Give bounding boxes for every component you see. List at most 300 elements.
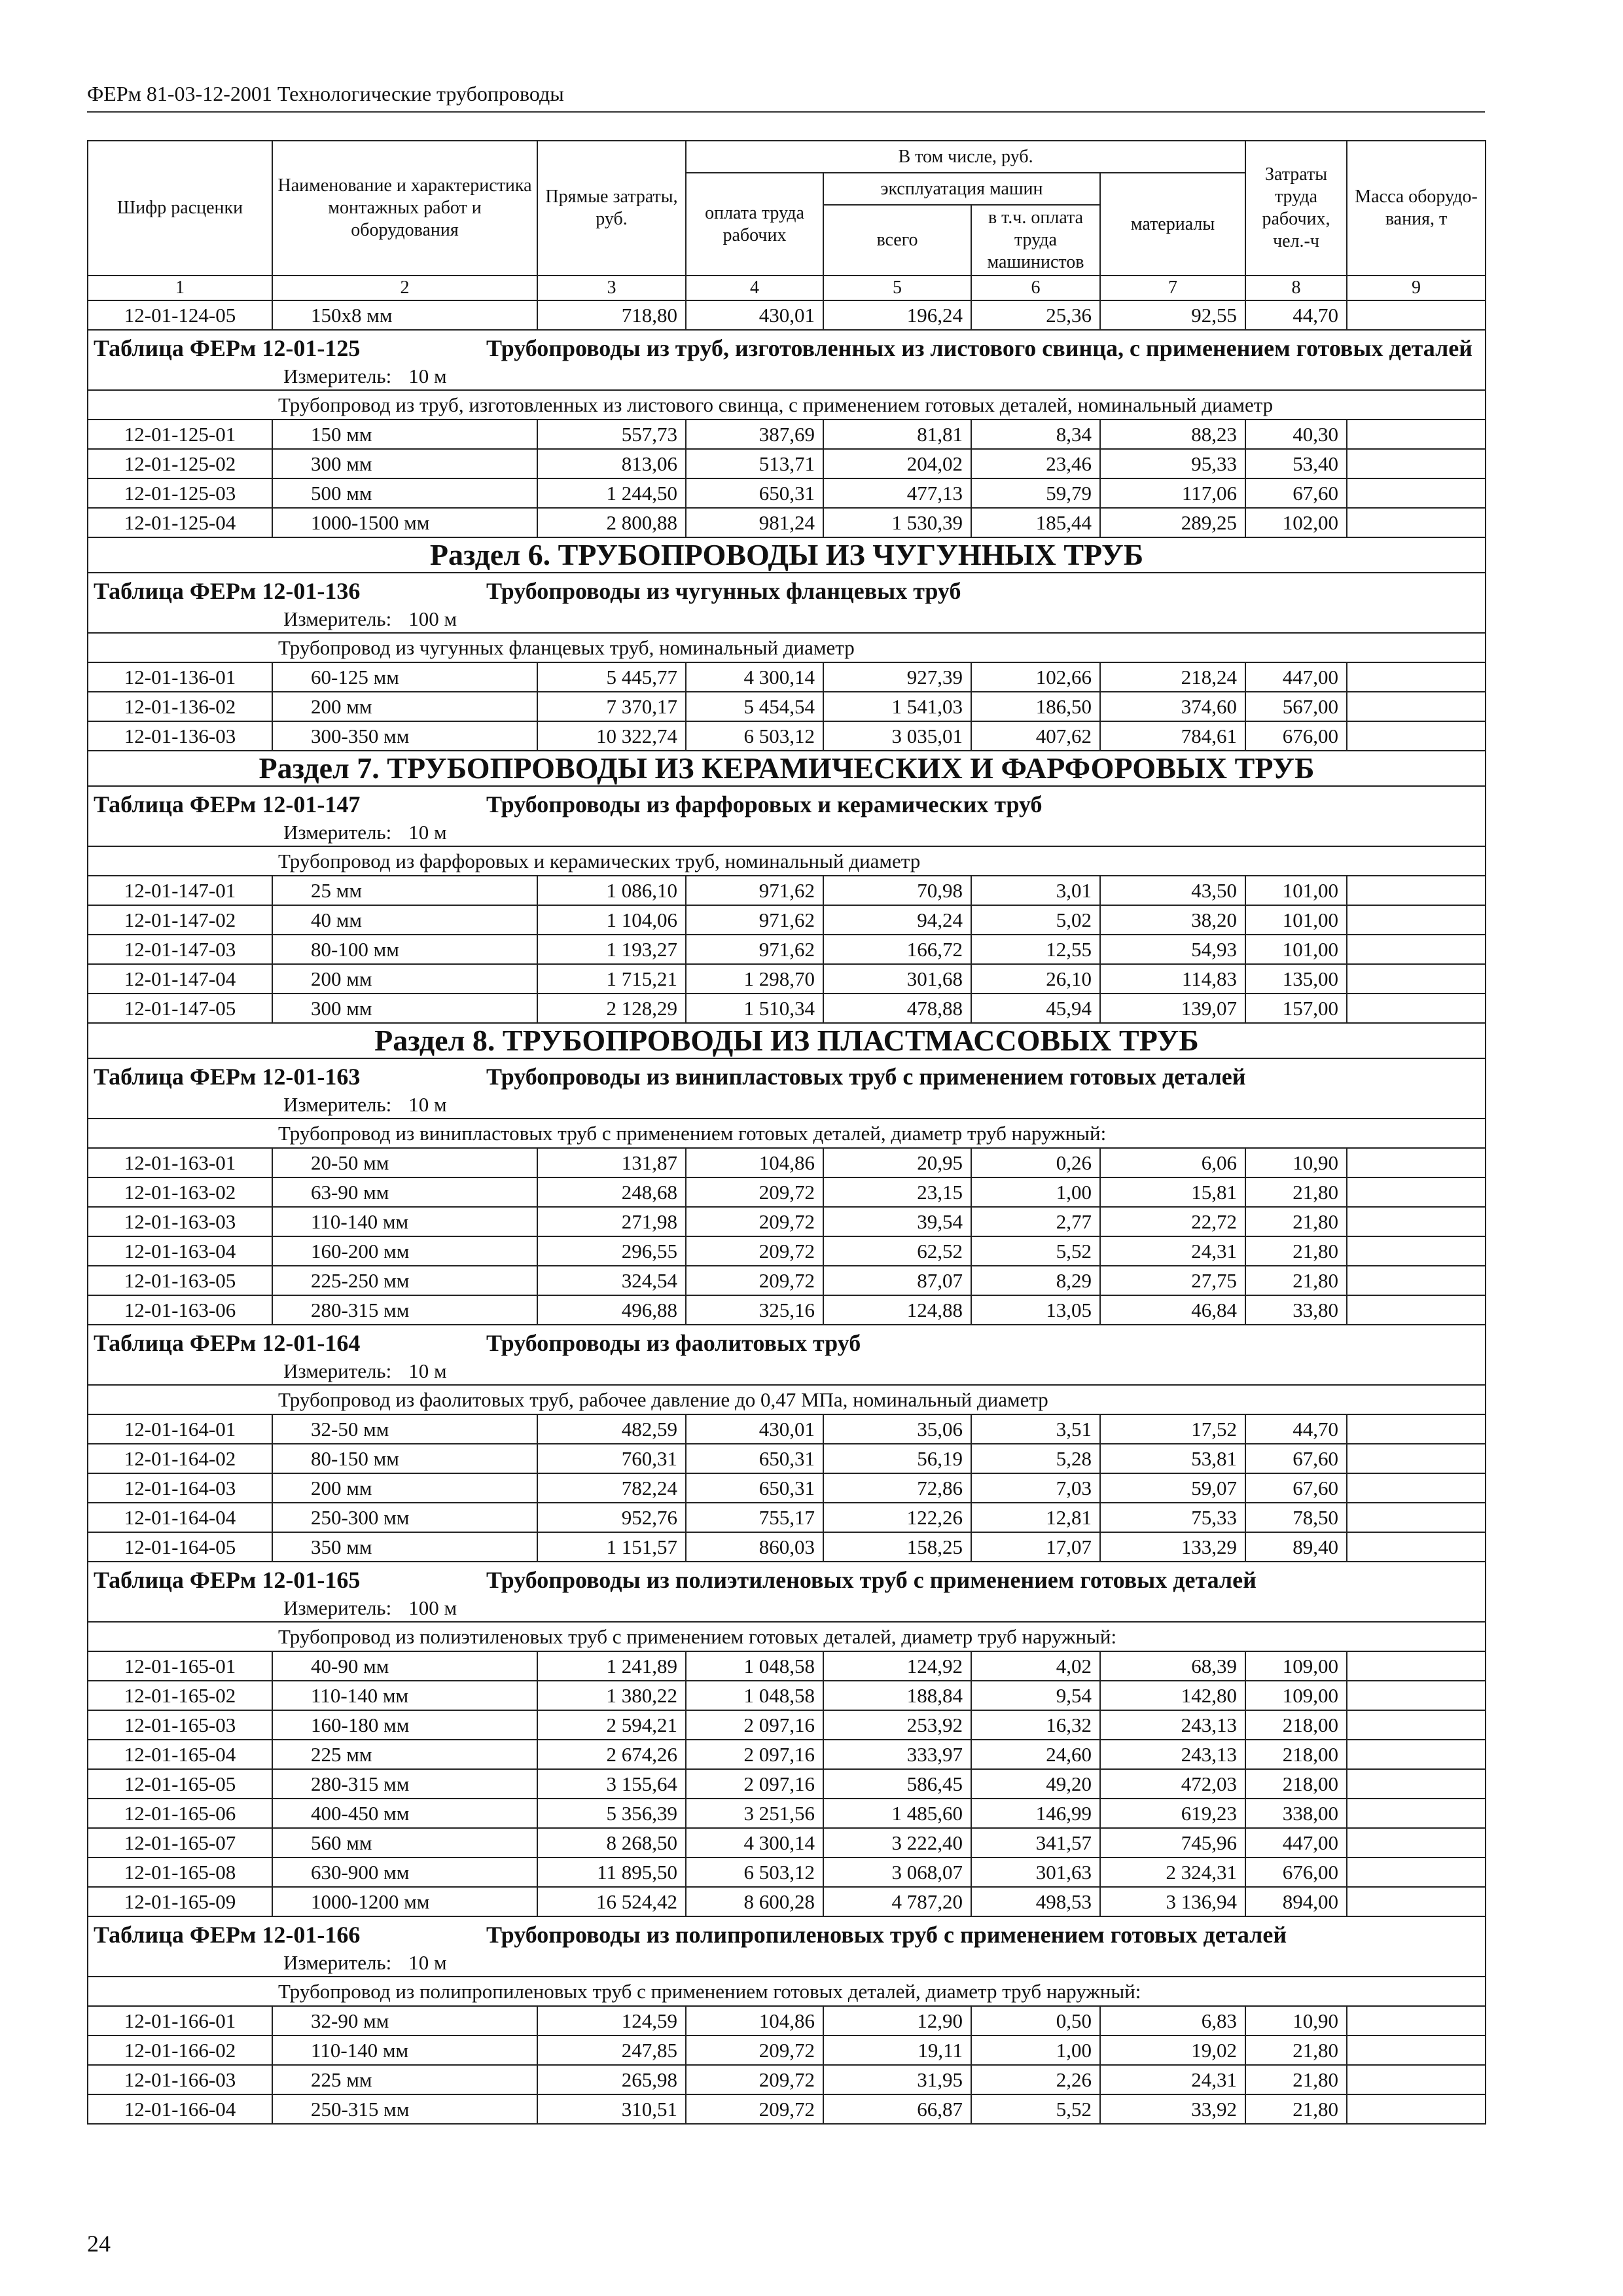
cell-materials: 619,23 [1100,1799,1245,1828]
cell-materials: 3 136,94 [1100,1887,1245,1916]
col-mach-total-header: всего [823,205,971,276]
table-number: Таблица ФЕРм 12-01-136 [94,578,361,604]
cell-name: 40-90 мм [272,1651,537,1681]
table-title [94,1325,1480,1358]
cell-materials: 38,20 [1100,905,1245,935]
cell-labor: 101,00 [1245,935,1347,964]
table-number: Таблица ФЕРм 12-01-147 [94,791,361,817]
cell-wages: 650,31 [686,478,823,508]
cell-direct-cost: 2 594,21 [537,1710,686,1740]
cell-labor: 67,60 [1245,1444,1347,1473]
cell-labor: 10,90 [1245,2006,1347,2036]
cell-labor: 67,60 [1245,1473,1347,1503]
cell-machines-total: 158,25 [823,1532,971,1562]
table-title-cell [88,1562,1486,1622]
cell-machine-operator-wages: 49,20 [971,1769,1100,1799]
unit-label: Измеритель: [283,1359,392,1382]
cell-code: 12-01-166-02 [88,2036,272,2065]
cell-machine-operator-wages: 4,02 [971,1651,1100,1681]
cell-materials: 6,83 [1100,2006,1245,2036]
cell-wages: 4 300,14 [686,662,823,692]
cell-direct-cost: 296,55 [537,1236,686,1266]
cell-code: 12-01-136-03 [88,721,272,751]
table-row [88,662,1486,692]
table-row [88,449,1486,478]
table-title-row [88,573,1486,633]
table-unit [94,1358,1480,1384]
cell-materials: 88,23 [1100,420,1245,449]
cell-wages: 209,72 [686,2094,823,2124]
cell-wages: 387,69 [686,420,823,449]
table-row [88,1740,1486,1769]
cell-labor: 44,70 [1245,1414,1347,1444]
table-row [88,876,1486,905]
cell-labor: 676,00 [1245,721,1347,751]
cell-direct-cost: 124,59 [537,2006,686,2036]
cell-direct-cost: 813,06 [537,449,686,478]
cell-labor: 21,80 [1245,2065,1347,2094]
cell-name: 280-315 мм [272,1295,537,1325]
cell-name: 225 мм [272,2065,537,2094]
column-number-row [88,276,1486,300]
table-title [94,1917,1480,1950]
cell-name: 350 мм [272,1532,537,1562]
table-row [88,2006,1486,2036]
cell-machine-operator-wages: 341,57 [971,1828,1100,1857]
table-title-cell [88,1916,1486,1977]
cell-direct-cost: 1 241,89 [537,1651,686,1681]
cell-mass [1347,1769,1486,1799]
table-row [88,1651,1486,1681]
cell-machine-operator-wages: 5,52 [971,2094,1100,2124]
cell-code: 12-01-125-03 [88,478,272,508]
cell-materials: 374,60 [1100,692,1245,721]
cell-machine-operator-wages: 26,10 [971,964,1100,994]
table-row [88,478,1486,508]
column-number: 5 [823,276,971,300]
cell-materials: 68,39 [1100,1651,1245,1681]
cell-direct-cost: 1 380,22 [537,1681,686,1710]
cell-materials: 2 324,31 [1100,1857,1245,1887]
cell-machines-total: 4 787,20 [823,1887,971,1916]
cell-labor: 33,80 [1245,1295,1347,1325]
cell-machines-total: 39,54 [823,1207,971,1236]
cell-wages: 209,72 [686,1236,823,1266]
cell-machine-operator-wages: 301,63 [971,1857,1100,1887]
table-row [88,1236,1486,1266]
cell-machine-operator-wages: 2,26 [971,2065,1100,2094]
cell-machine-operator-wages: 24,60 [971,1740,1100,1769]
column-number: 9 [1347,276,1486,300]
cell-machines-total: 31,95 [823,2065,971,2094]
table-subheading: Трубопровод из фаолитовых труб, рабочее давление до 0,47 МПа, номинальный диаметр [88,1385,1486,1414]
column-number: 6 [971,276,1100,300]
table-description: Трубопроводы из полиэтиленовых труб с применением готовых деталей [486,1567,1257,1593]
cell-code: 12-01-124-05 [88,300,272,330]
cell-machines-total: 3 035,01 [823,721,971,751]
cell-code: 12-01-165-03 [88,1710,272,1740]
cell-labor: 109,00 [1245,1651,1347,1681]
section-row [88,1023,1486,1058]
cell-mass [1347,1503,1486,1532]
cell-mass [1347,300,1486,330]
table-number: Таблица ФЕРм 12-01-164 [94,1330,361,1356]
table-title-row [88,330,1486,390]
cell-name: 630-900 мм [272,1857,537,1887]
cell-name: 160-180 мм [272,1710,537,1740]
cell-direct-cost: 265,98 [537,2065,686,2094]
cell-materials: 59,07 [1100,1473,1245,1503]
cell-labor: 109,00 [1245,1681,1347,1710]
table-number: Таблица ФЕРм 12-01-166 [94,1922,361,1948]
table-row [88,1295,1486,1325]
cell-labor: 21,80 [1245,1236,1347,1266]
cell-machines-total: 70,98 [823,876,971,905]
table-row [88,1177,1486,1207]
col-machines-header: эксплуатация машин [823,173,1100,205]
cell-machine-operator-wages: 12,55 [971,935,1100,964]
cell-direct-cost: 718,80 [537,300,686,330]
table-body [88,300,1486,2124]
cell-direct-cost: 1 715,21 [537,964,686,994]
col-wages-header: оплата труда рабочих [686,173,823,276]
cell-wages: 6 503,12 [686,721,823,751]
cell-direct-cost: 952,76 [537,1503,686,1532]
table-title-row [88,1058,1486,1119]
cell-mass [1347,1266,1486,1295]
table-description: Трубопроводы из чугунных фланцевых труб [486,578,961,604]
cell-labor: 218,00 [1245,1740,1347,1769]
cell-mass [1347,1444,1486,1473]
cell-direct-cost: 247,85 [537,2036,686,2065]
cell-machine-operator-wages: 2,77 [971,1207,1100,1236]
column-number: 4 [686,276,823,300]
cell-direct-cost: 10 322,74 [537,721,686,751]
unit-label: Измеритель: [283,607,392,630]
cell-machine-operator-wages: 0,50 [971,2006,1100,2036]
cell-name: 80-100 мм [272,935,537,964]
unit-label: Измеритель: [283,365,392,387]
cell-machine-operator-wages: 407,62 [971,721,1100,751]
cell-machines-total: 253,92 [823,1710,971,1740]
cell-materials: 142,80 [1100,1681,1245,1710]
cell-name: 250-300 мм [272,1503,537,1532]
cell-wages: 8 600,28 [686,1887,823,1916]
cell-code: 12-01-163-04 [88,1236,272,1266]
cell-name: 150x8 мм [272,300,537,330]
cell-wages: 209,72 [686,2036,823,2065]
subheading-row [88,633,1486,662]
cell-labor: 21,80 [1245,1207,1347,1236]
cell-labor: 676,00 [1245,1857,1347,1887]
cell-machines-total: 333,97 [823,1740,971,1769]
cell-materials: 17,52 [1100,1414,1245,1444]
cell-labor: 447,00 [1245,662,1347,692]
cell-code: 12-01-165-02 [88,1681,272,1710]
cell-wages: 430,01 [686,300,823,330]
cell-machine-operator-wages: 146,99 [971,1799,1100,1828]
cell-name: 110-140 мм [272,2036,537,2065]
cell-labor: 67,60 [1245,478,1347,508]
cell-code: 12-01-163-05 [88,1266,272,1295]
cell-machine-operator-wages: 186,50 [971,692,1100,721]
cell-code: 12-01-164-03 [88,1473,272,1503]
cell-direct-cost: 310,51 [537,2094,686,2124]
cell-labor: 567,00 [1245,692,1347,721]
unit-value: 10 м [408,365,447,387]
cell-materials: 133,29 [1100,1532,1245,1562]
column-number: 2 [272,276,537,300]
cell-name: 63-90 мм [272,1177,537,1207]
cell-materials: 75,33 [1100,1503,1245,1532]
rates-table [87,140,1486,2125]
table-row [88,1148,1486,1177]
table-number: Таблица ФЕРм 12-01-163 [94,1064,361,1090]
cell-materials: 33,92 [1100,2094,1245,2124]
cell-direct-cost: 760,31 [537,1444,686,1473]
cell-direct-cost: 1 151,57 [537,1532,686,1562]
cell-machines-total: 35,06 [823,1414,971,1444]
unit-value: 100 м [408,607,457,630]
table-row [88,905,1486,935]
table-title-cell [88,330,1486,390]
cell-machine-operator-wages: 8,34 [971,420,1100,449]
cell-name: 32-90 мм [272,2006,537,2036]
table-subheading: Трубопровод из полипропиленовых труб с применением готовых деталей, диаметр труб наружный: [88,1977,1486,2006]
cell-name: 500 мм [272,478,537,508]
cell-mass [1347,1473,1486,1503]
cell-labor: 21,80 [1245,2094,1347,2124]
cell-mass [1347,1236,1486,1266]
cell-name: 300 мм [272,449,537,478]
cell-code: 12-01-164-05 [88,1532,272,1562]
unit-value: 10 м [408,821,447,844]
cell-direct-cost: 11 895,50 [537,1857,686,1887]
unit-label: Измеритель: [283,1093,392,1116]
subheading-row [88,1622,1486,1651]
cell-machine-operator-wages: 0,26 [971,1148,1100,1177]
page-title: ФЕРм 81-03-12-2001 Технологические трубопроводы [87,82,564,105]
col-direct-header: Прямые затраты, руб. [537,141,686,276]
cell-mass [1347,1295,1486,1325]
col-labor-header: Затраты труда рабочих, чел.-ч [1245,141,1347,276]
cell-labor: 218,00 [1245,1769,1347,1799]
cell-wages: 209,72 [686,1177,823,1207]
table-row [88,2036,1486,2065]
cell-machines-total: 124,92 [823,1651,971,1681]
cell-materials: 92,55 [1100,300,1245,330]
page-header [87,77,1485,113]
table-row [88,1207,1486,1236]
cell-mass [1347,1799,1486,1828]
cell-wages: 2 097,16 [686,1710,823,1740]
table-title-cell [88,573,1486,633]
table-subheading: Трубопровод из чугунных фланцевых труб, номинальный диаметр [88,633,1486,662]
cell-mass [1347,721,1486,751]
cell-wages: 209,72 [686,2065,823,2094]
cell-code: 12-01-165-08 [88,1857,272,1887]
col-mass-header: Масса оборудо-вания, т [1347,141,1486,276]
section-row [88,751,1486,786]
cell-mass [1347,1740,1486,1769]
cell-wages: 1 510,34 [686,994,823,1023]
cell-labor: 89,40 [1245,1532,1347,1562]
cell-machines-total: 20,95 [823,1148,971,1177]
cell-machines-total: 1 485,60 [823,1799,971,1828]
cell-code: 12-01-164-01 [88,1414,272,1444]
cell-code: 12-01-136-02 [88,692,272,721]
cell-machine-operator-wages: 45,94 [971,994,1100,1023]
cell-machine-operator-wages: 9,54 [971,1681,1100,1710]
cell-direct-cost: 131,87 [537,1148,686,1177]
cell-code: 12-01-166-01 [88,2006,272,2036]
cell-code: 12-01-165-07 [88,1828,272,1857]
table-title [94,573,1480,606]
table-number: Таблица ФЕРм 12-01-125 [94,335,361,361]
table-row [88,1532,1486,1562]
cell-direct-cost: 1 086,10 [537,876,686,905]
cell-mass [1347,2036,1486,2065]
cell-wages: 2 097,16 [686,1769,823,1799]
cell-machines-total: 586,45 [823,1769,971,1799]
cell-code: 12-01-147-03 [88,935,272,964]
cell-machines-total: 87,07 [823,1266,971,1295]
cell-labor: 21,80 [1245,1266,1347,1295]
cell-code: 12-01-165-06 [88,1799,272,1828]
table-row [88,420,1486,449]
col-incl-header: В том числе, руб. [686,141,1245,173]
cell-name: 400-450 мм [272,1799,537,1828]
cell-mass [1347,1532,1486,1562]
table-row [88,721,1486,751]
cell-labor: 102,00 [1245,508,1347,537]
cell-code: 12-01-164-02 [88,1444,272,1473]
cell-name: 560 мм [272,1828,537,1857]
table-row [88,2065,1486,2094]
table-title-row [88,1562,1486,1622]
cell-direct-cost: 271,98 [537,1207,686,1236]
subheading-row [88,1385,1486,1414]
cell-mass [1347,1177,1486,1207]
cell-machines-total: 196,24 [823,300,971,330]
table-row [88,1828,1486,1857]
cell-direct-cost: 1 193,27 [537,935,686,964]
subheading-row [88,1119,1486,1148]
subheading-row [88,846,1486,876]
cell-code: 12-01-165-01 [88,1651,272,1681]
cell-labor: 135,00 [1245,964,1347,994]
table-title [94,1562,1480,1595]
cell-code: 12-01-147-04 [88,964,272,994]
cell-code: 12-01-125-01 [88,420,272,449]
table-description: Трубопроводы из труб, изготовленных из листового свинца, с применением готовых деталей [486,335,1473,361]
cell-mass [1347,1148,1486,1177]
table-row [88,1769,1486,1799]
cell-materials: 95,33 [1100,449,1245,478]
cell-direct-cost: 5 445,77 [537,662,686,692]
cell-code: 12-01-163-01 [88,1148,272,1177]
cell-mass [1347,935,1486,964]
cell-materials: 114,83 [1100,964,1245,994]
section-row [88,537,1486,573]
cell-mass [1347,905,1486,935]
cell-mass [1347,1857,1486,1887]
cell-name: 200 мм [272,692,537,721]
cell-machines-total: 66,87 [823,2094,971,2124]
cell-labor: 78,50 [1245,1503,1347,1532]
cell-materials: 22,72 [1100,1207,1245,1236]
table-description: Трубопроводы из фарфоровых и керамических труб [486,791,1043,817]
cell-wages: 430,01 [686,1414,823,1444]
cell-name: 1000-1500 мм [272,508,537,537]
cell-wages: 971,62 [686,876,823,905]
unit-value: 10 м [408,1951,447,1974]
cell-machine-operator-wages: 185,44 [971,508,1100,537]
cell-machines-total: 23,15 [823,1177,971,1207]
col-materials-header: материалы [1100,173,1245,276]
cell-mass [1347,478,1486,508]
cell-machine-operator-wages: 102,66 [971,662,1100,692]
cell-wages: 1 298,70 [686,964,823,994]
cell-machines-total: 72,86 [823,1473,971,1503]
cell-direct-cost: 3 155,64 [537,1769,686,1799]
subheading-row [88,390,1486,420]
cell-code: 12-01-165-04 [88,1740,272,1769]
table-description: Трубопроводы из фаолитовых труб [486,1330,861,1356]
cell-labor: 447,00 [1245,1828,1347,1857]
cell-name: 110-140 мм [272,1207,537,1236]
cell-name: 225 мм [272,1740,537,1769]
column-number: 7 [1100,276,1245,300]
cell-code: 12-01-165-05 [88,1769,272,1799]
cell-machines-total: 3 068,07 [823,1857,971,1887]
unit-label: Измеритель: [283,1596,392,1619]
cell-code: 12-01-125-02 [88,449,272,478]
col-mach-wages-header: в т.ч. оплата труда машинистов [971,205,1100,276]
cell-materials: 218,24 [1100,662,1245,692]
table-number: Таблица ФЕРм 12-01-165 [94,1567,361,1593]
cell-mass [1347,449,1486,478]
cell-mass [1347,876,1486,905]
cell-code: 12-01-166-03 [88,2065,272,2094]
cell-machines-total: 204,02 [823,449,971,478]
cell-machine-operator-wages: 7,03 [971,1473,1100,1503]
cell-code: 12-01-136-01 [88,662,272,692]
cell-wages: 1 048,58 [686,1681,823,1710]
table-row [88,508,1486,537]
table-unit [94,1950,1480,1976]
cell-name: 250-315 мм [272,2094,537,2124]
cell-direct-cost: 496,88 [537,1295,686,1325]
cell-mass [1347,2094,1486,2124]
cell-direct-cost: 1 244,50 [537,478,686,508]
cell-mass [1347,2065,1486,2094]
cell-name: 150 мм [272,420,537,449]
cell-materials: 19,02 [1100,2036,1245,2065]
cell-materials: 472,03 [1100,1769,1245,1799]
cell-direct-cost: 324,54 [537,1266,686,1295]
cell-labor: 894,00 [1245,1887,1347,1916]
cell-code: 12-01-165-09 [88,1887,272,1916]
table-row [88,1857,1486,1887]
cell-materials: 53,81 [1100,1444,1245,1473]
cell-wages: 2 097,16 [686,1740,823,1769]
cell-machines-total: 3 222,40 [823,1828,971,1857]
table-unit [94,1092,1480,1118]
cell-labor: 53,40 [1245,449,1347,478]
cell-mass [1347,1681,1486,1710]
cell-machines-total: 1 530,39 [823,508,971,537]
